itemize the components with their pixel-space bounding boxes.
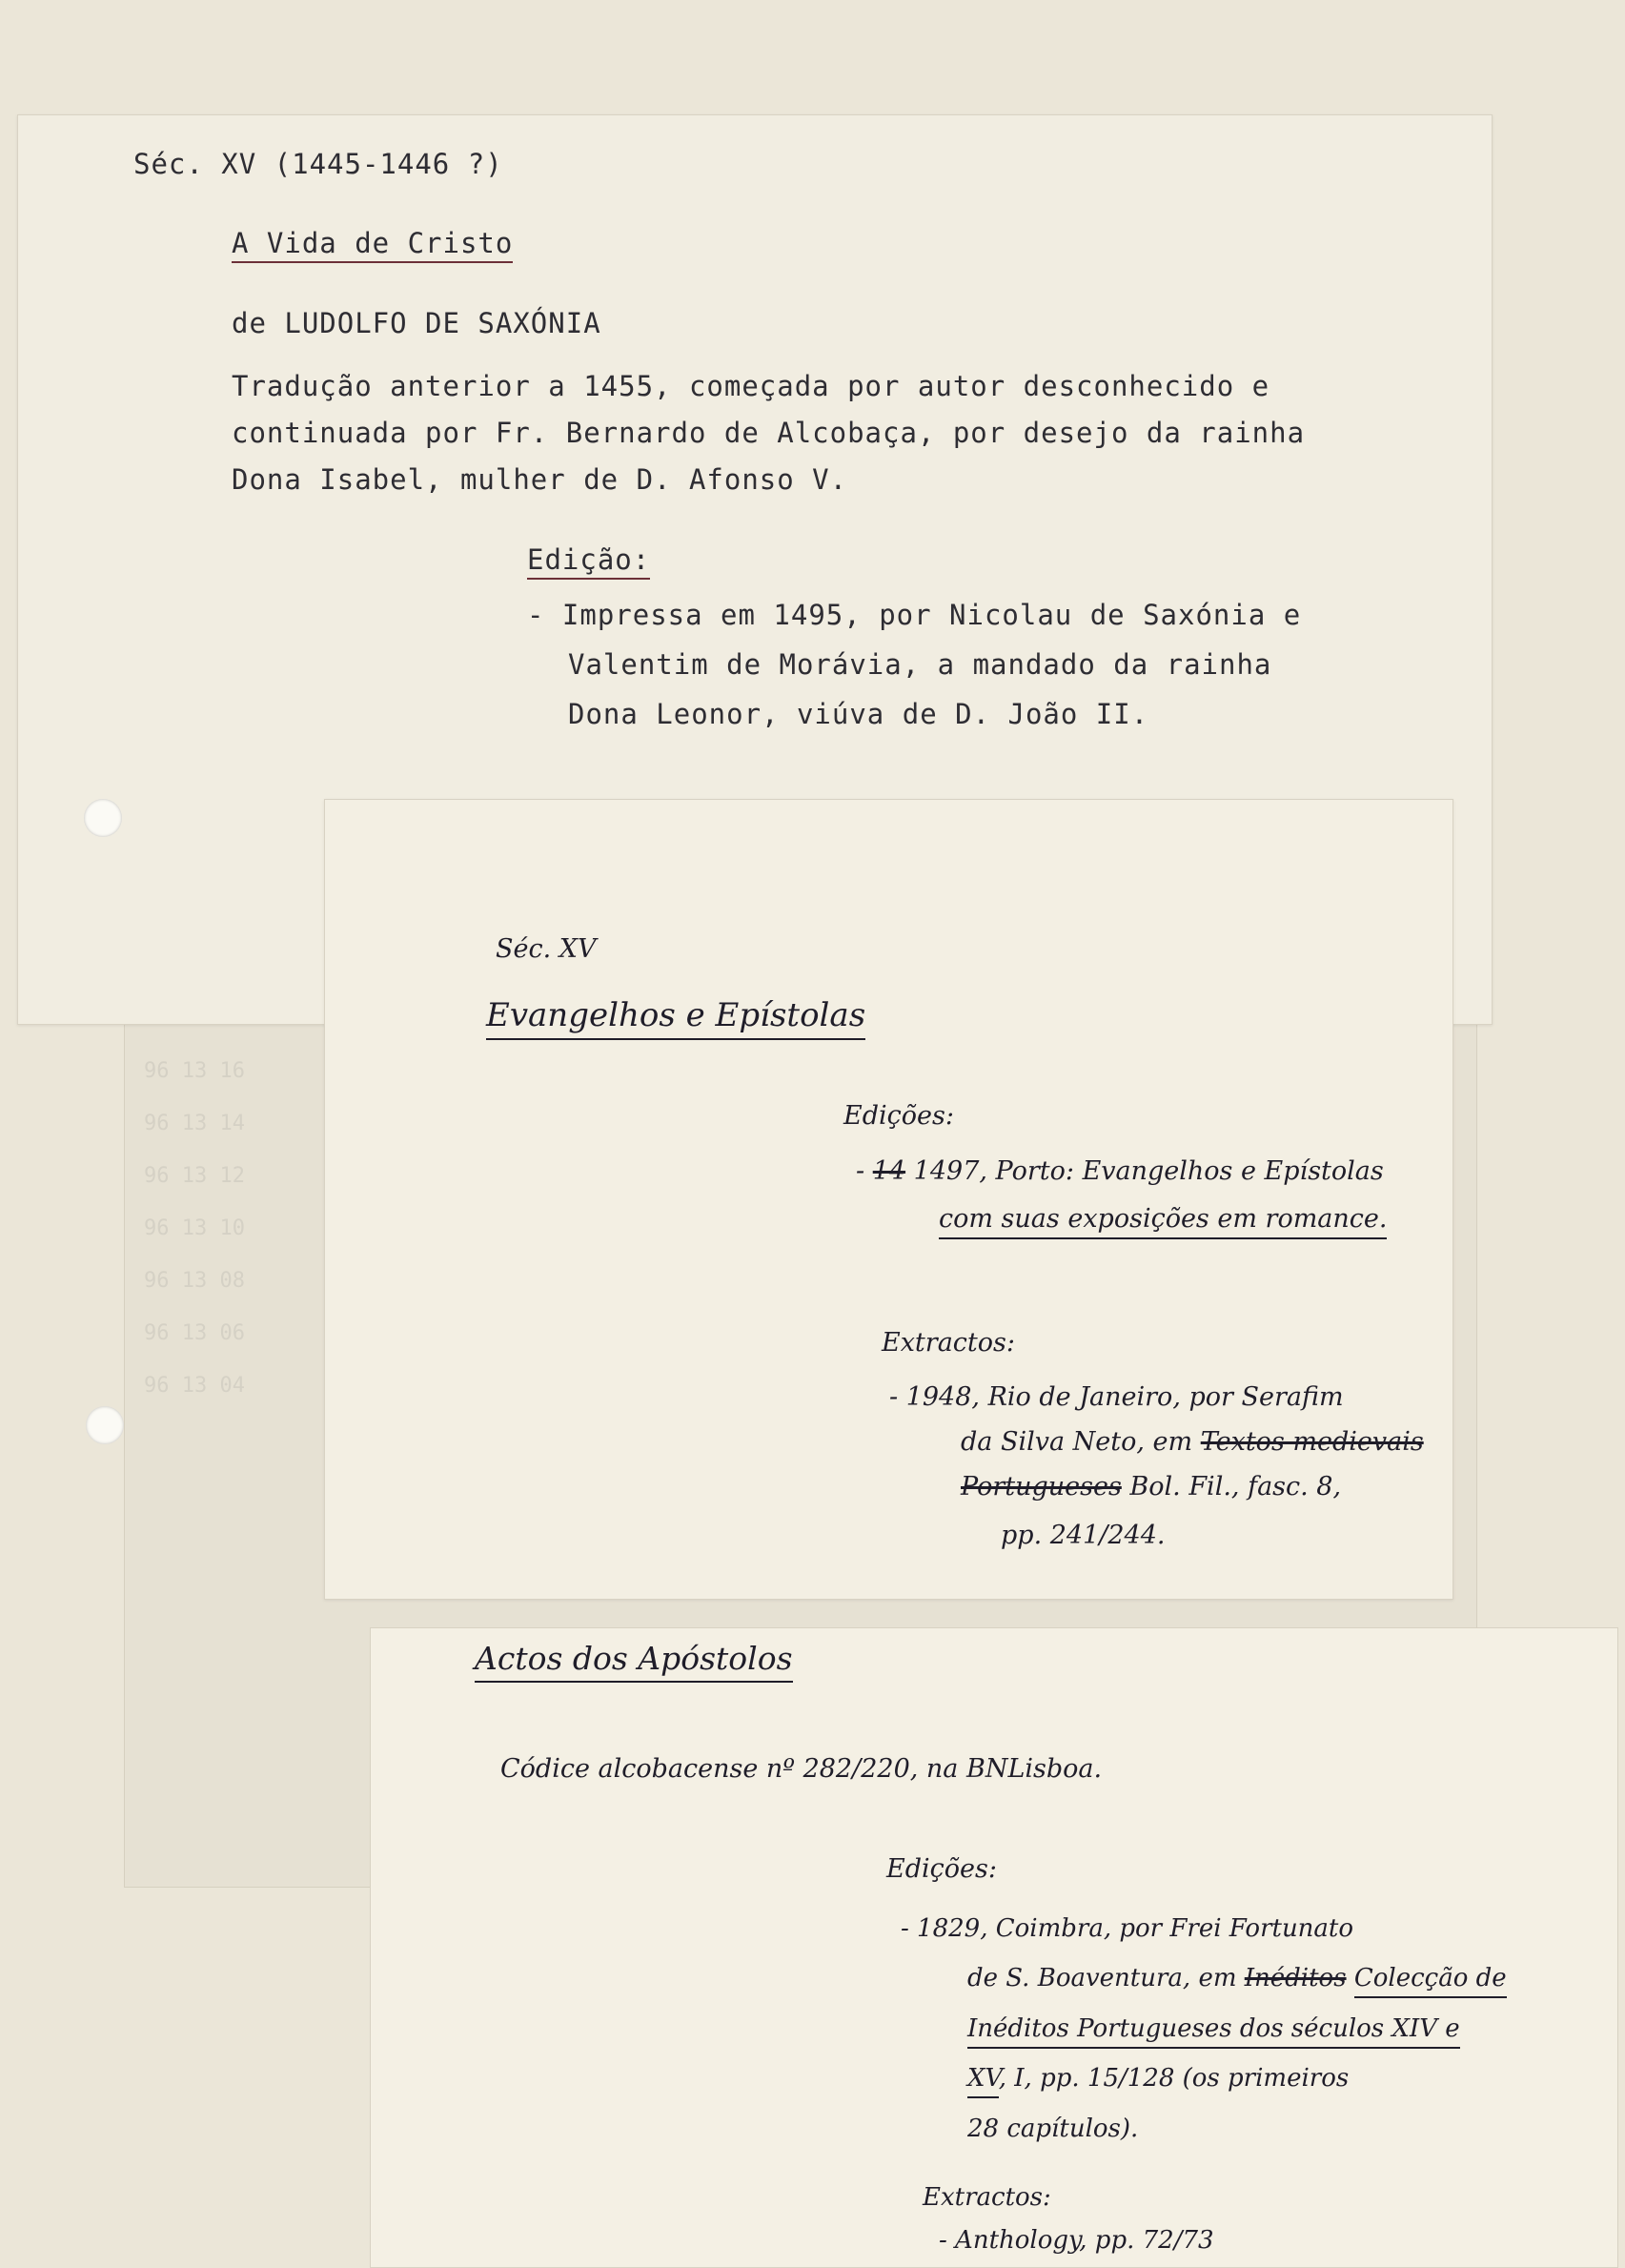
extracts-heading: Extractos: (882, 1328, 1015, 1358)
extract-text: Bol. Fil., fasc. 8, (1129, 1472, 1342, 1502)
editions-heading: Edições: (886, 1854, 997, 1884)
ghost-text: 96 13 10 (144, 1216, 245, 1240)
description-line: Tradução anterior a 1455, começada por autor desconhecido e (232, 370, 1270, 402)
punch-hole (86, 1406, 124, 1444)
ghost-text: 96 13 04 (144, 1374, 245, 1398)
editions-heading: Edições: (843, 1101, 954, 1131)
ghost-text: 96 13 06 (144, 1321, 245, 1345)
edition-heading: Edição: (527, 543, 650, 580)
extract-entry-cont (961, 1427, 1424, 1457)
codex-line: Códice alcobacense nº 282/220, na BNLisboa. (500, 1754, 1103, 1784)
edition-entry-cont: 28 capítulos). (967, 2115, 1139, 2143)
dash: - (856, 1156, 865, 1186)
extracts-heading: Extractos: (923, 2183, 1051, 2212)
struck-text: Portugueses (961, 1472, 1122, 1502)
description-line: continuada por Fr. Bernardo de Alcobaça, por desejo da rainha (232, 417, 1306, 449)
edition-entry-cont (967, 2064, 1349, 2093)
extract-entry-cont: pp. 241/244. (1001, 1521, 1166, 1550)
ghost-text: 96 13 14 (144, 1112, 245, 1135)
edition-entry: - 1829, Coimbra, por Frei Fortunato (901, 1914, 1354, 1943)
struck-text: 14 (872, 1156, 906, 1186)
extract-text: da Silva Neto, em (961, 1427, 1193, 1457)
edition-entry-cont (967, 1964, 1507, 1992)
ghost-text: 96 13 16 (144, 1059, 245, 1083)
edition-line: - Impressa em 1495, por Nicolau de Saxónia e (527, 599, 1302, 631)
work-title: A Vida de Cristo (232, 227, 513, 263)
card-title: Actos dos Apóstolos (475, 1640, 793, 1683)
punch-hole (84, 799, 122, 837)
card-title: Evangelhos e Epístolas (486, 996, 865, 1040)
edition-text: Colecção de (1354, 1964, 1507, 1998)
author-line: de LUDOLFO DE SAXÓNIA (232, 307, 601, 339)
edition-entry-cont: Inéditos Portugueses dos séculos XIV e (967, 2014, 1460, 2049)
ghost-text: 96 13 08 (144, 1269, 245, 1293)
edition-text: 1497, Porto: Evangelhos e Epístolas (913, 1156, 1384, 1186)
extract-entry-cont (961, 1472, 1341, 1502)
edition-line: Dona Leonor, viúva de D. João II. (568, 698, 1149, 730)
edition-entry (856, 1156, 1384, 1186)
card-period: Séc. XV (496, 934, 597, 964)
description-line: Dona Isabel, mulher de D. Afonso V. (232, 463, 848, 496)
edition-line: Valentim de Morávia, a mandado da rainha (568, 648, 1272, 681)
extract-entry: - 1948, Rio de Janeiro, por Serafim (889, 1382, 1344, 1412)
extract-entry: - Anthology, pp. 72/73 (939, 2226, 1214, 2255)
period-label: Séc. XV (1445-1446 ?) (133, 148, 503, 180)
struck-text: Inéditos (1244, 1964, 1347, 1992)
edition-text: XV (967, 2064, 999, 2098)
struck-text: Textos medievais (1200, 1427, 1424, 1457)
edition-text: de S. Boaventura, em (967, 1964, 1237, 1992)
ghost-text: 96 13 12 (144, 1164, 245, 1188)
index-card-actos (370, 1627, 1618, 2268)
edition-text: , I, pp. 15/128 (os primeiros (998, 2064, 1350, 2093)
edition-entry-cont: com suas exposições em romance. (939, 1204, 1387, 1239)
